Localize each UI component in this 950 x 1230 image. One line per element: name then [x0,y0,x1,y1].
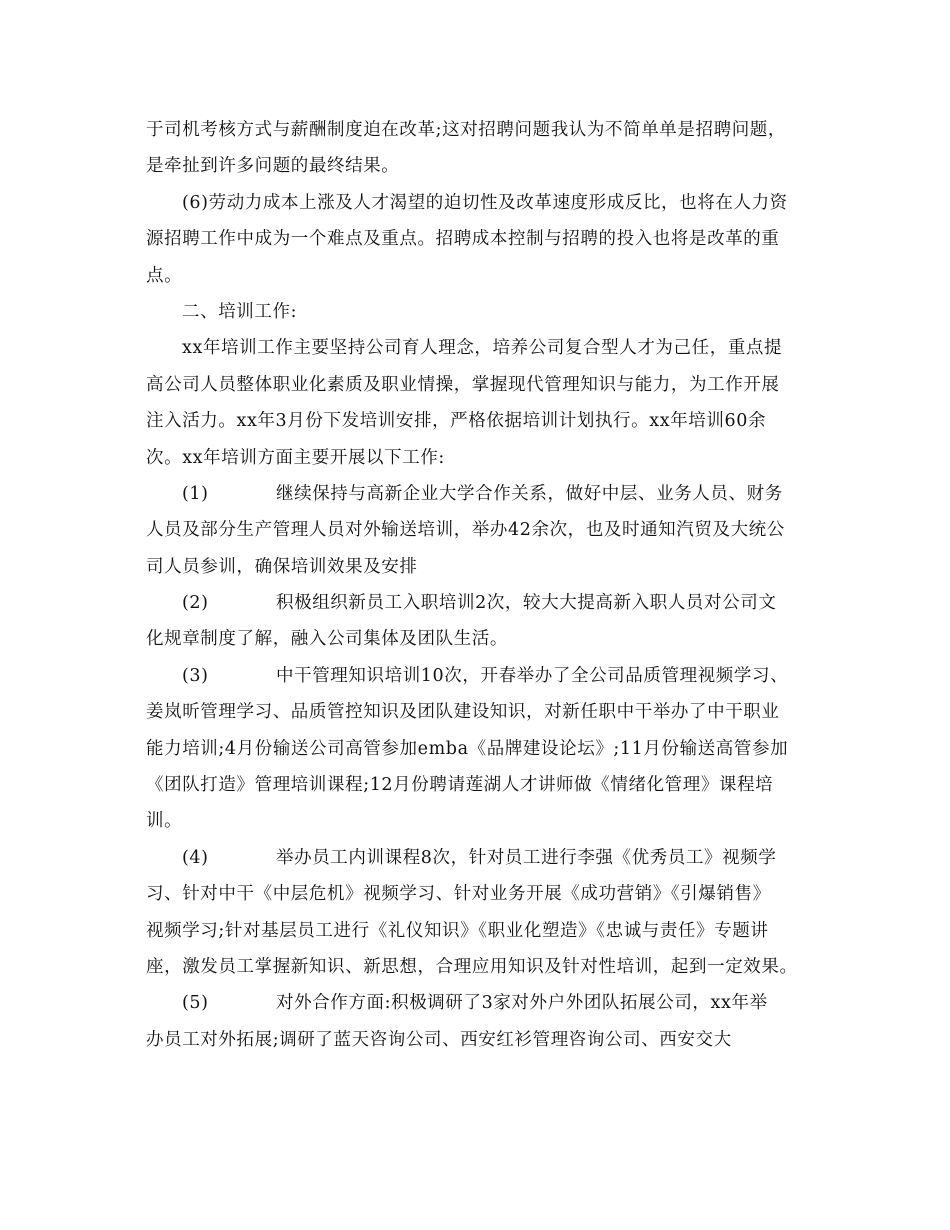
list-item [146,985,810,1021]
text-line: 训。 [146,811,183,832]
item-text: 中干管理知识培训10次，开春举办了全公司品质管理视频学习、 [276,665,789,686]
paragraph-start: (6)劳动力成本上涨及人才渴望的迫切性及改革速度形成反比，也将在人力资 [182,192,788,213]
item-text: 对外合作方面:积极调研了3家对外户外团队拓展公司，xx年举 [276,993,768,1014]
text-line: 《团队打造》管理培训课程;12月份聘请莲湖人才讲师做《情绪化管理》课程培 [146,775,774,796]
document-body [146,112,810,1058]
item-text: 积极组织新员工入职培训2次，较大大提高新入职人员对公司文 [276,593,777,614]
paragraph-start: xx年培训工作主要坚持公司育人理念，培养公司复合型人才为己任，重点提 [182,338,783,359]
text-line: 是牵扯到许多问题的最终结果。 [146,156,400,177]
text-line: 于司机考核方式与薪酬制度迫在改革;这对招聘问题我认为不简单单是招聘问题， [146,120,786,140]
section-heading: 二、培训工作: [182,301,298,322]
item-number: (5) [182,993,209,1014]
text-line: 点。 [146,265,183,286]
item-number: (3) [182,665,209,686]
text-line: 姜岚昕管理学习、品质管控知识及团队建设知识，对新任职中干举办了中干职业 [146,702,780,723]
text-line: 次。xx年培训方面主要开展以下工作: [146,447,445,468]
text-line: 源招聘工作中成为一个难点及重点。招聘成本控制与招聘的投入也将是改革的重 [146,229,780,250]
text-line: 高公司人员整体职业化素质及职业情操，掌握现代管理知识与能力，为工作开展 [146,374,780,395]
item-number: (4) [182,847,209,868]
item-number: (1) [182,483,209,504]
list-item [146,585,810,621]
text-line: 座，激发员工掌握新知识、新思想，合理应用知识及针对性培训，起到一定效果。 [146,956,798,977]
text-line: 视频学习;针对基层员工进行《礼仪知识》《职业化塑造》《忠诚与责任》专题讲 [146,920,769,941]
text-line: 办员工对外拓展;调研了蓝天咨询公司、西安红衫管理咨询公司、西安交大 [146,1029,732,1050]
text-line: 人员及部分生产管理人员对外输送培训，举办42余次，也及时通知汽贸及大统公 [146,520,785,541]
list-item [146,840,810,876]
text-line: 注入活力。xx年3月份下发培训安排，严格依据培训计划执行。xx年培训60余 [146,411,767,432]
item-text: 举办员工内训课程8次，针对员工进行李强《优秀员工》视频学 [276,847,777,868]
list-item [146,658,810,694]
text-line: 习、针对中干《中层危机》视频学习、针对业务开展《成功营销》《引爆销售》 [146,884,771,905]
text-line: 司人员参训，确保培训效果及安排 [146,556,418,577]
text-line: 能力培训;4月份输送公司高管参加emba《品牌建设论坛》;11月份输送高管参加 [146,738,789,759]
item-text: 继续保持与高新企业大学合作关系，做好中层、业务人员、财务 [276,483,783,504]
item-number: (2) [182,593,209,614]
text-line: 化规章制度了解，融入公司集体及团队生活。 [146,629,508,650]
list-item [146,476,810,512]
